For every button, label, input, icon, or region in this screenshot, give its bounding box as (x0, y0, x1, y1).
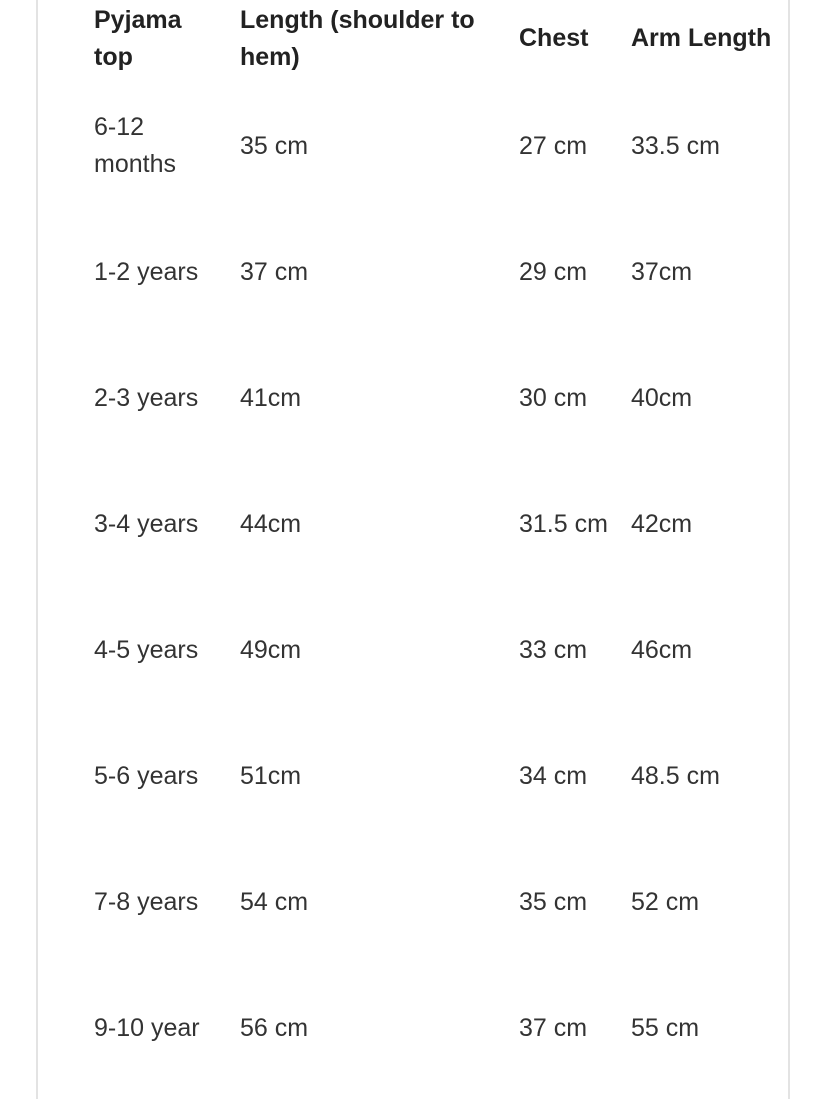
size-cell: 2-3 years (94, 383, 199, 412)
arm-length-cell: 48.5 cm (631, 761, 720, 790)
header-chest-label: Chest (519, 24, 589, 52)
header-arm-length (614, 0, 777, 83)
length-cell: 51cm (240, 761, 302, 790)
chest-cell: 31.5 cm (519, 509, 608, 538)
length-cell: 37 cm (240, 257, 309, 286)
size-cell: 6-12 months (94, 113, 176, 178)
table-row (77, 209, 777, 335)
size-cell: 3-4 years (94, 509, 199, 538)
header-arm-length-label: Arm Length (631, 24, 772, 52)
chest-cell: 35 cm (519, 887, 588, 916)
arm-length-cell: 46cm (631, 635, 693, 664)
length-cell: 49cm (240, 635, 302, 664)
header-length (223, 0, 502, 83)
header-chest (502, 0, 614, 83)
table-row (77, 461, 777, 587)
length-cell: 54 cm (240, 887, 309, 916)
header-length-label: Length (shoulder to hem) (240, 5, 475, 71)
table-row (77, 965, 777, 1091)
arm-length-cell: 37cm (631, 257, 693, 286)
size-chart-table (77, 0, 777, 1091)
chest-cell: 27 cm (519, 131, 588, 160)
chest-cell: 29 cm (519, 257, 588, 286)
header-pyjama-top (77, 0, 223, 83)
arm-length-cell: 55 cm (631, 1013, 700, 1042)
header-pyjama-top-label: Pyjama top (94, 5, 182, 71)
table-row (77, 83, 777, 209)
table-body (77, 83, 777, 1091)
table-row (77, 839, 777, 965)
chest-cell: 37 cm (519, 1013, 588, 1042)
header-row (77, 0, 777, 83)
chest-cell: 30 cm (519, 383, 588, 412)
chest-cell: 34 cm (519, 761, 588, 790)
table-row (77, 335, 777, 461)
size-cell: 7-8 years (94, 887, 199, 916)
table-header (77, 0, 777, 83)
length-cell: 56 cm (240, 1013, 309, 1042)
table-row (77, 713, 777, 839)
arm-length-cell: 40cm (631, 383, 693, 412)
length-cell: 44cm (240, 509, 302, 538)
arm-length-cell: 33.5 cm (631, 131, 720, 160)
arm-length-cell: 52 cm (631, 887, 700, 916)
size-cell: 9-10 year (94, 1013, 200, 1042)
size-cell: 4-5 years (94, 635, 199, 664)
length-cell: 41cm (240, 383, 302, 412)
table-row (77, 587, 777, 713)
size-cell: 5-6 years (94, 761, 199, 790)
arm-length-cell: 42cm (631, 509, 693, 538)
length-cell: 35 cm (240, 131, 309, 160)
size-cell: 1-2 years (94, 257, 199, 286)
chest-cell: 33 cm (519, 635, 588, 664)
